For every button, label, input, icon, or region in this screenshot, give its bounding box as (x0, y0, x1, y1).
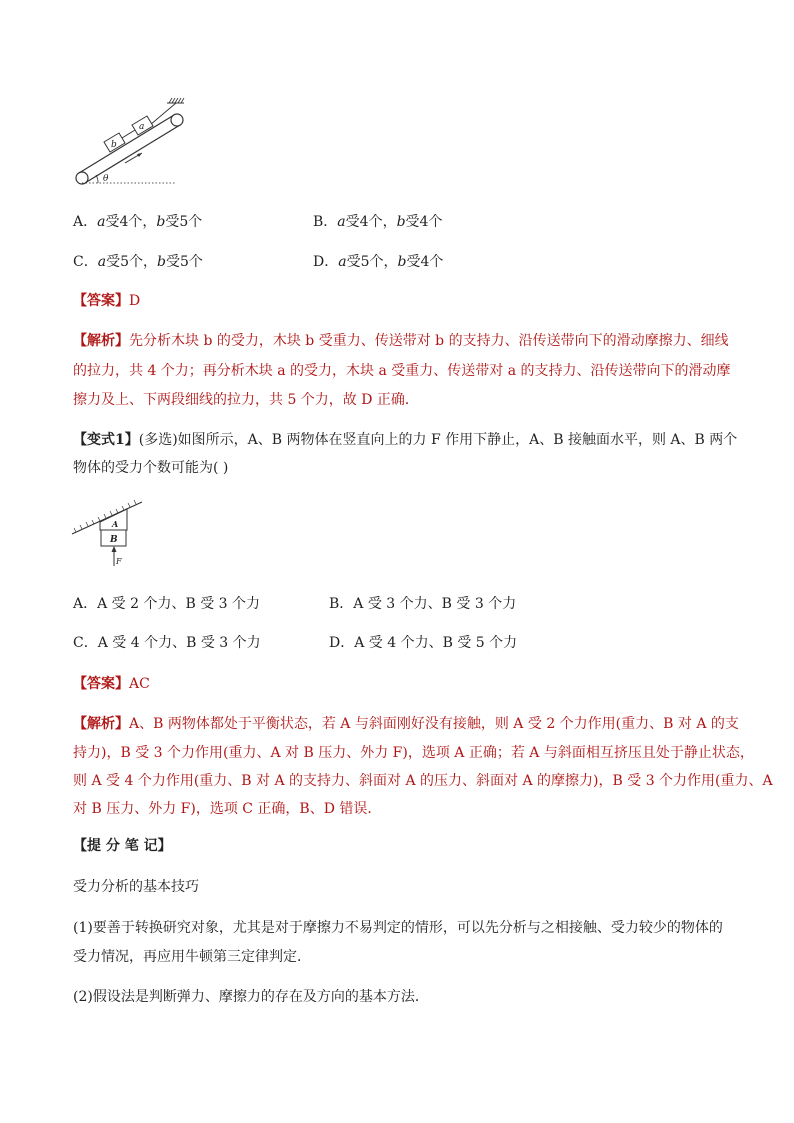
notes-line-3: (2)假设法是判断弹力、摩擦力的存在及方向的基本方法． (73, 989, 429, 1005)
q2-option-a: A．A 受 2 个力、B 受 3 个力 (73, 596, 261, 612)
q2-title-line-1: 【变式1】(多选)如图所示，A、B 两物体在竖直向上的力 F 作用下静止，A、B 接触面水平，则 A、B 两个 (73, 432, 738, 448)
q2-analysis-line-2: 持力)，B 受 3 个力作用(重力、A 对 B 压力、外力 F)，选项 A 正确；若 A 与斜面相互挤压且处于静止状态， (73, 745, 754, 761)
q2-title-line-2: 物体的受力个数可能为( ) (73, 460, 229, 476)
label-B: B (110, 535, 118, 545)
q2-option-d: D．A 受 4 个力、B 受 5 个力 (329, 635, 518, 651)
conveyor-belt-diagram (70, 95, 190, 190)
notes-line-1: (1)要善于转换研究对象，尤其是对于摩擦力不易判定的情形，可以先分析与之相接触、受力较少的物体的 (73, 920, 723, 936)
q1-option-b: B．a受4个，b受4个 (313, 214, 443, 230)
label-a: a (139, 122, 145, 132)
q2-analysis-line-1: 【解析】A、B 两物体都处于平衡状态，若 A 与斜面刚好没有接触，则 A 受 2 个力作用(重力、B 对 A 的支 (73, 716, 739, 732)
notes-heading: 【提 分 笔 记】 (73, 838, 172, 854)
label-theta: θ (103, 174, 109, 184)
label-b: b (111, 140, 117, 150)
q1-answer: 【答案】D (73, 293, 141, 309)
q2-analysis-line-3: 则 A 受 4 个力作用(重力、B 对 A 的支持力、斜面对 A 的压力、斜面对 A 的摩擦力)，B 受 3 个力作用(重力、A (73, 773, 773, 789)
q2-option-b: B．A 受 3 个力、B 受 3 个力 (329, 596, 517, 612)
notes-line-2: 受力情况，再应用牛顿第三定律判定． (73, 949, 311, 965)
q1-analysis-line-2: 的拉力，共 4 个力；再分析木块 a 的受力，木块 a 受重力、传送带对 a 的支持力、沿传送带向下的滑动摩 (73, 363, 731, 379)
q1-option-d: D．a受5个，b受4个 (313, 254, 444, 270)
q2-answer: 【答案】AC (73, 676, 150, 692)
q1-analysis-line-1: 【解析】先分析木块 b 的受力，木块 b 受重力、传送带对 b 的支持力、沿传送带向下的滑动摩擦力、细线 (73, 333, 729, 349)
q1-analysis-line-3: 擦力及上、下两段细线的拉力，共 5 个力，故 D 正确． (73, 392, 419, 408)
q2-analysis-line-4: 对 B 压力、外力 F)，选项 C 正确，B、D 错误． (73, 801, 382, 817)
blocks-diagram (70, 498, 150, 573)
notes-subtitle: 受力分析的基本技巧 (73, 879, 199, 895)
q1-option-c: C．a受5个，b受5个 (73, 254, 203, 270)
q1-option-a: A．a受4个，b受5个 (73, 214, 203, 230)
label-F: F (116, 557, 122, 566)
label-A: A (112, 519, 119, 529)
q2-option-c: C．A 受 4 个力、B 受 3 个力 (73, 635, 261, 651)
